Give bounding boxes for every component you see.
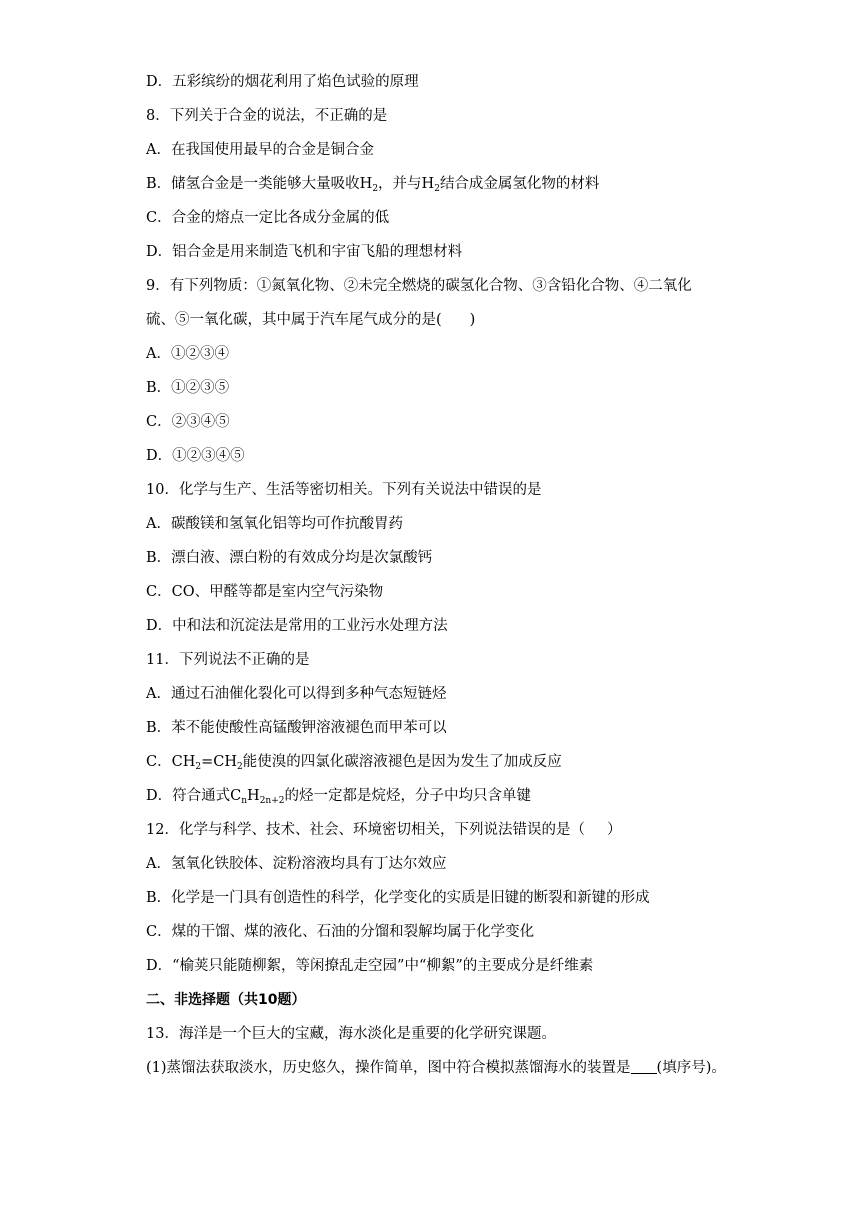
- q8-stem: 8．下列关于合金的说法，不正确的是: [146, 108, 388, 124]
- q9-stem-line-1: 9．有下列物质：①氮氧化物、②未完全燃烧的碳氢化合物、③含铅化合物、④二氧化: [146, 278, 692, 294]
- q12-option-b: B．化学是一门具有创造性的科学，化学变化的实质是旧键的断裂和新键的形成: [146, 890, 650, 906]
- q11-d-text-2: H: [247, 788, 260, 804]
- q8-b-sub-1: 2: [372, 184, 379, 194]
- q8-option-c: C．合金的熔点一定比各成分金属的低: [146, 210, 390, 226]
- q11-c-text-2: =CH: [201, 754, 237, 770]
- q9-option-c: C．②③④⑤: [146, 414, 230, 430]
- q11-d-sub-2: 2n+2: [259, 796, 285, 806]
- q8-b-sub-2: 2: [434, 184, 440, 194]
- q9-stem-text: 硫、⑤一氧化碳，其中属于汽车尾气成分的是(: [146, 312, 442, 328]
- q9-option-d: D．①②③④⑤: [146, 448, 245, 464]
- q13-part-1: [146, 1058, 726, 1078]
- q8-option-b: [146, 174, 599, 194]
- q12-stem-close: ）: [606, 822, 622, 838]
- q11-c-sub-1: 2: [195, 762, 202, 772]
- q11-c-text-1: C．CH: [146, 754, 196, 770]
- q8-b-text-1: B．储氢合金是一类能够大量吸收H: [146, 176, 373, 192]
- q8-b-text-3: 结合成金属氢化物的材料: [439, 176, 600, 192]
- q11-option-c: [146, 752, 562, 772]
- q11-stem: 11．下列说法不正确的是: [146, 652, 310, 668]
- q11-c-text-3: 能使溴的四氯化碳溶液褪色是因为发生了加成反应: [242, 754, 562, 770]
- q8-option-a: A．在我国使用最早的合金是铜合金: [146, 142, 374, 158]
- q13-part-1-text: (1)蒸馏法获取淡水，历史悠久，操作简单，图中符合模拟蒸馏海水的装置是: [146, 1060, 631, 1076]
- q9-stem-line-2: [146, 310, 475, 330]
- q11-option-a: A．通过石油催化裂化可以得到多种气态短链烃: [146, 686, 447, 702]
- q12-option-a: A．氢氧化铁胶体、淀粉溶液均具有丁达尔效应: [146, 856, 447, 872]
- q10-option-b: B．漂白液、漂白粉的有效成分均是次氯酸钙: [146, 550, 433, 566]
- q8-b-text-2: ，并与H: [378, 176, 435, 192]
- q10-option-d: D．中和法和沉淀法是常用的工业污水处理方法: [146, 618, 448, 634]
- answer-blank[interactable]: [631, 1059, 657, 1074]
- q11-d-sub-1: n: [241, 796, 248, 806]
- q11-d-text-1: D．符合通式C: [146, 788, 242, 804]
- q11-c-sub-2: 2: [236, 762, 243, 772]
- q10-option-c: C．CO、甲醛等都是室内空气污染物: [146, 584, 384, 600]
- q9-stem-close: ): [469, 312, 476, 328]
- q13-part-1-tail: (填序号)。: [656, 1060, 726, 1076]
- section-title: 二、非选择题（共10题）: [146, 992, 306, 1008]
- q11-option-b: B．苯不能使酸性高锰酸钾溶液褪色而甲苯可以: [146, 720, 447, 736]
- q11-option-d: [146, 786, 531, 806]
- q10-option-a: A．碳酸镁和氢氧化铝等均可作抗酸胃药: [146, 516, 403, 532]
- q9-option-a: A．①②③④: [146, 346, 229, 362]
- q12-option-d: D．“榆荚只能随柳絮，等闲撩乱走空园”中“柳絮”的主要成分是纤维素: [146, 958, 594, 974]
- q10-stem: 10．化学与生产、生活等密切相关。下列有关说法中错误的是: [146, 482, 542, 498]
- q7-option-d: D．五彩缤纷的烟花利用了焰色试验的原理: [146, 74, 419, 90]
- q8-option-d: D．铝合金是用来制造飞机和宇宙飞船的理想材料: [146, 244, 463, 260]
- q12-stem-text: 12．化学与科学、技术、社会、环境密切相关，下列说法错误的是（: [146, 822, 585, 838]
- q13-stem: 13．海洋是一个巨大的宝藏，海水淡化是重要的化学研究课题。: [146, 1026, 556, 1042]
- q12-option-c: C．煤的干馏、煤的液化、石油的分馏和裂解均属于化学变化: [146, 924, 535, 940]
- q12-stem: [146, 820, 621, 840]
- q9-option-b: B．①②③⑤: [146, 380, 230, 396]
- q11-d-text-3: 的烃一定都是烷烃，分子中均只含单键: [284, 788, 531, 804]
